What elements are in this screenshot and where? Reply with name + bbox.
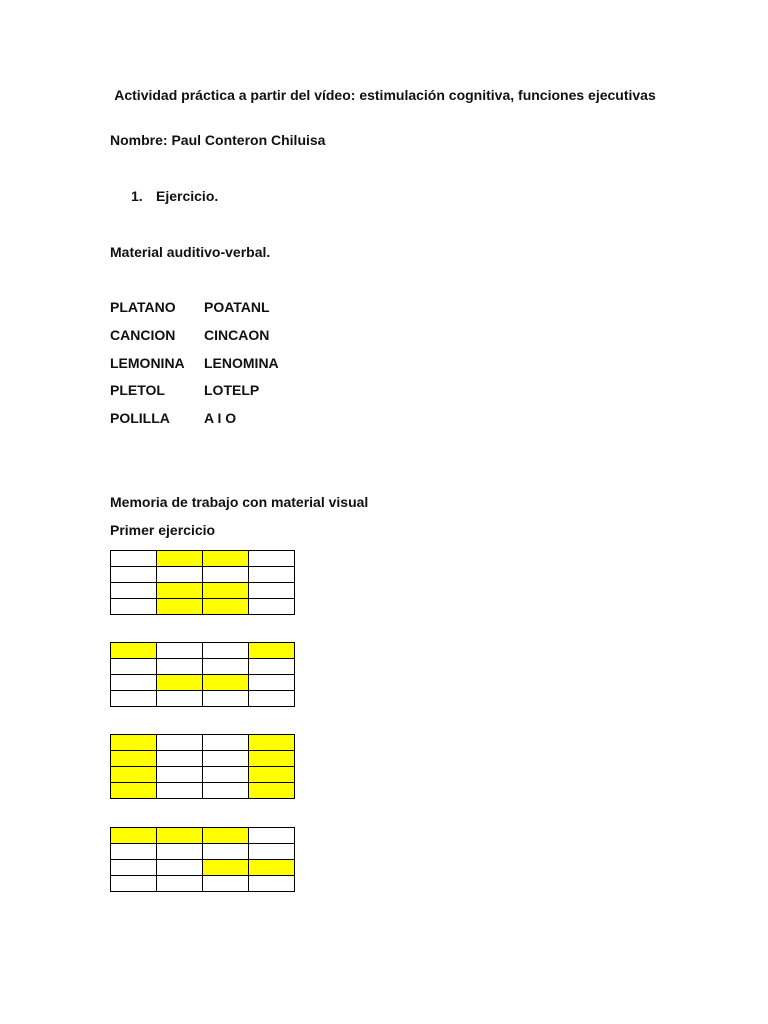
grid-cell-empty: [203, 876, 249, 892]
word-original: PLETOL: [110, 382, 165, 398]
grid-cell-empty: [111, 551, 157, 567]
grid-cell-empty: [111, 583, 157, 599]
word-scrambled: CINCAON: [204, 327, 270, 343]
grid-cell-empty: [203, 783, 249, 799]
grid-row: [111, 844, 295, 860]
pattern-grid: [110, 827, 295, 892]
grid-cell-highlighted: [203, 675, 249, 691]
grid-cell-empty: [249, 675, 295, 691]
grid-cell-highlighted: [203, 599, 249, 615]
word-original: POLILLA: [110, 410, 170, 426]
grid-cell-highlighted: [203, 583, 249, 599]
grid-cell-empty: [157, 735, 203, 751]
word-scrambled: POATANL: [204, 299, 270, 315]
grid-cell-highlighted: [203, 828, 249, 844]
grid-row: [111, 828, 295, 844]
grid-cell-highlighted: [249, 860, 295, 876]
word-scrambled: A I O: [204, 410, 237, 426]
student-name: Nombre: Paul Conteron Chiluisa: [110, 132, 326, 148]
section-auditory-heading: Material auditivo-verbal.: [110, 244, 271, 260]
grid-cell-empty: [157, 876, 203, 892]
grid-cell-empty: [249, 844, 295, 860]
grid-row: [111, 691, 295, 707]
grid-row: [111, 583, 295, 599]
grid-cell-empty: [111, 844, 157, 860]
grid-cell-empty: [203, 767, 249, 783]
grid-cell-empty: [157, 860, 203, 876]
word-original: PLATANO: [110, 299, 176, 315]
grid-cell-highlighted: [111, 751, 157, 767]
grid-cell-empty: [203, 751, 249, 767]
grid-cell-highlighted: [157, 599, 203, 615]
grid-cell-highlighted: [249, 735, 295, 751]
grid-cell-highlighted: [157, 675, 203, 691]
grid-row: [111, 876, 295, 892]
grid-cell-empty: [249, 876, 295, 892]
grid-row: [111, 551, 295, 567]
grid-cell-highlighted: [203, 860, 249, 876]
grid-cell-highlighted: [249, 751, 295, 767]
grid-row: [111, 751, 295, 767]
grid-row: [111, 735, 295, 751]
grid-cell-empty: [203, 844, 249, 860]
grid-row: [111, 783, 295, 799]
grid-cell-highlighted: [111, 828, 157, 844]
grid-row: [111, 767, 295, 783]
grid-cell-empty: [203, 691, 249, 707]
grid-cell-empty: [111, 659, 157, 675]
grid-cell-empty: [203, 643, 249, 659]
grid-row: [111, 659, 295, 675]
grid-cell-empty: [111, 567, 157, 583]
grid-cell-highlighted: [157, 583, 203, 599]
section-visual-heading: Memoria de trabajo con material visual: [110, 494, 369, 510]
grid-cell-empty: [111, 860, 157, 876]
grid-cell-empty: [157, 783, 203, 799]
grid-cell-highlighted: [157, 828, 203, 844]
grid-cell-empty: [157, 751, 203, 767]
grid-cell-empty: [203, 567, 249, 583]
word-original: LEMONINA: [110, 355, 185, 371]
grid-cell-empty: [249, 691, 295, 707]
grid-cell-empty: [157, 643, 203, 659]
grid-cell-empty: [249, 828, 295, 844]
grid-cell-empty: [203, 659, 249, 675]
grid-cell-highlighted: [157, 551, 203, 567]
grid-cell-empty: [157, 767, 203, 783]
grid-cell-highlighted: [111, 643, 157, 659]
grid-cell-empty: [111, 599, 157, 615]
grid-cell-empty: [249, 599, 295, 615]
grid-cell-highlighted: [249, 643, 295, 659]
pattern-grid: [110, 734, 295, 799]
grid-row: [111, 860, 295, 876]
grid-cell-highlighted: [249, 783, 295, 799]
grid-cell-empty: [157, 691, 203, 707]
grid-cell-empty: [249, 659, 295, 675]
exercise-label: Ejercicio.: [156, 188, 219, 204]
grid-cell-empty: [157, 659, 203, 675]
grid-cell-highlighted: [111, 735, 157, 751]
grid-row: [111, 643, 295, 659]
grid-row: [111, 567, 295, 583]
exercise-number: 1.: [131, 188, 143, 204]
grid-cell-empty: [203, 735, 249, 751]
grid-cell-highlighted: [111, 783, 157, 799]
subsection-heading: Primer ejercicio: [110, 522, 216, 538]
grid-cell-empty: [249, 567, 295, 583]
word-original: CANCION: [110, 327, 176, 343]
grid-cell-empty: [249, 551, 295, 567]
page-title: Actividad práctica a partir del vídeo: estimulación cognitiva, funciones ejecutivas: [114, 87, 656, 103]
word-scrambled: LENOMINA: [204, 355, 279, 371]
grid-cell-highlighted: [249, 767, 295, 783]
grid-cell-highlighted: [111, 767, 157, 783]
pattern-grid: [110, 642, 295, 707]
grid-row: [111, 675, 295, 691]
grid-row: [111, 599, 295, 615]
grid-cell-empty: [111, 691, 157, 707]
grid-cell-empty: [157, 567, 203, 583]
grid-cell-empty: [157, 844, 203, 860]
word-scrambled: LOTELP: [204, 382, 260, 398]
grid-cell-highlighted: [203, 551, 249, 567]
grid-cell-empty: [111, 876, 157, 892]
pattern-grid: [110, 550, 295, 615]
grid-cell-empty: [249, 583, 295, 599]
grid-cell-empty: [111, 675, 157, 691]
